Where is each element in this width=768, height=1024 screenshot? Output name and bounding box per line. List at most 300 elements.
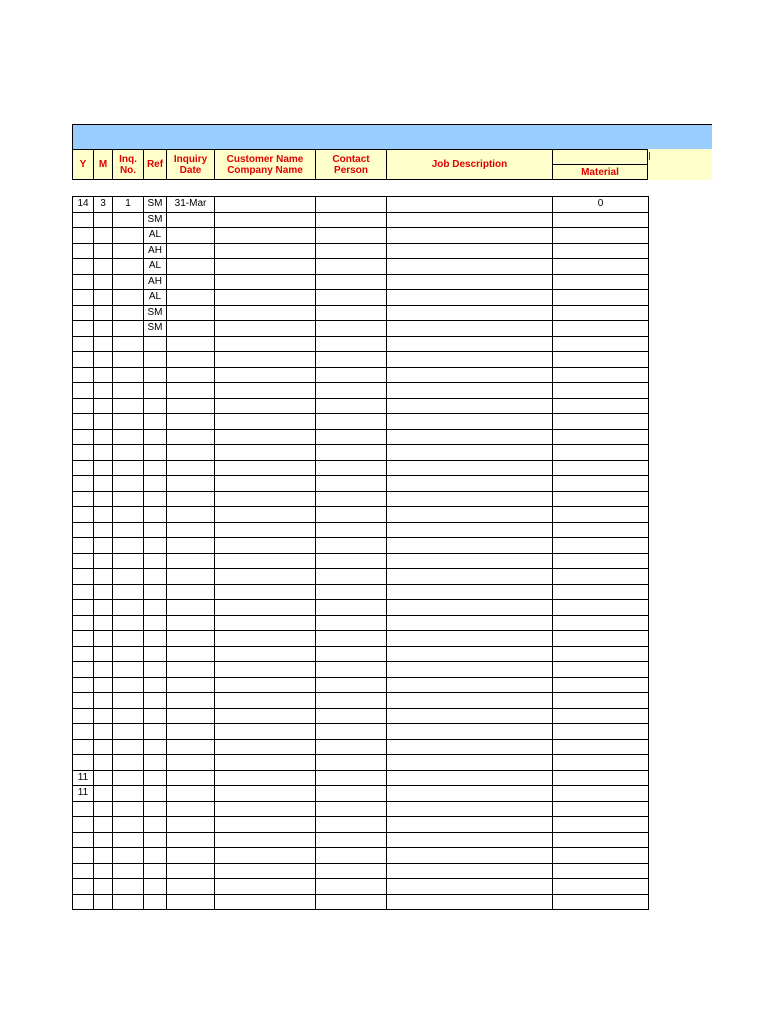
cell-contact[interactable] <box>316 817 387 833</box>
cell-inq[interactable] <box>113 755 144 771</box>
cell-m[interactable] <box>94 538 113 554</box>
cell-material[interactable] <box>553 662 649 678</box>
cell-inq[interactable] <box>113 677 144 693</box>
cell-inq[interactable] <box>113 491 144 507</box>
cell-y[interactable] <box>73 522 94 538</box>
cell-contact[interactable] <box>316 243 387 259</box>
cell-customer[interactable] <box>215 801 316 817</box>
cell-customer[interactable] <box>215 724 316 740</box>
cell-date[interactable] <box>167 274 215 290</box>
cell-job[interactable] <box>387 755 553 771</box>
cell-ref[interactable]: AL <box>144 290 167 306</box>
cell-ref[interactable] <box>144 879 167 895</box>
cell-inq[interactable] <box>113 274 144 290</box>
cell-date[interactable] <box>167 305 215 321</box>
cell-contact[interactable] <box>316 724 387 740</box>
cell-ref[interactable] <box>144 786 167 802</box>
cell-material[interactable] <box>553 259 649 275</box>
cell-inq[interactable] <box>113 429 144 445</box>
cell-date[interactable] <box>167 662 215 678</box>
cell-date[interactable] <box>167 631 215 647</box>
cell-material[interactable] <box>553 569 649 585</box>
cell-contact[interactable] <box>316 321 387 337</box>
cell-job[interactable] <box>387 538 553 554</box>
cell-job[interactable] <box>387 398 553 414</box>
cell-date[interactable] <box>167 352 215 368</box>
cell-date[interactable] <box>167 894 215 910</box>
cell-date[interactable] <box>167 367 215 383</box>
cell-ref[interactable]: SM <box>144 305 167 321</box>
cell-job[interactable] <box>387 708 553 724</box>
cell-date[interactable] <box>167 383 215 399</box>
cell-y[interactable]: 11 <box>73 786 94 802</box>
cell-m[interactable] <box>94 662 113 678</box>
cell-job[interactable] <box>387 460 553 476</box>
cell-inq[interactable] <box>113 879 144 895</box>
cell-m[interactable] <box>94 770 113 786</box>
cell-ref[interactable] <box>144 522 167 538</box>
cell-date[interactable] <box>167 398 215 414</box>
cell-date[interactable] <box>167 584 215 600</box>
cell-contact[interactable] <box>316 801 387 817</box>
cell-material[interactable] <box>553 321 649 337</box>
cell-date[interactable] <box>167 553 215 569</box>
cell-customer[interactable] <box>215 383 316 399</box>
cell-job[interactable] <box>387 786 553 802</box>
cell-customer[interactable] <box>215 274 316 290</box>
cell-m[interactable] <box>94 305 113 321</box>
cell-y[interactable] <box>73 646 94 662</box>
cell-m[interactable] <box>94 600 113 616</box>
cell-inq[interactable] <box>113 476 144 492</box>
cell-customer[interactable] <box>215 770 316 786</box>
cell-inq[interactable] <box>113 786 144 802</box>
cell-date[interactable]: 31-Mar <box>167 197 215 213</box>
cell-job[interactable] <box>387 522 553 538</box>
cell-inq[interactable] <box>113 708 144 724</box>
cell-y[interactable] <box>73 383 94 399</box>
cell-y[interactable] <box>73 569 94 585</box>
cell-date[interactable] <box>167 786 215 802</box>
cell-inq[interactable] <box>113 584 144 600</box>
cell-y[interactable] <box>73 600 94 616</box>
cell-job[interactable] <box>387 584 553 600</box>
cell-contact[interactable] <box>316 491 387 507</box>
cell-m[interactable] <box>94 321 113 337</box>
cell-m[interactable] <box>94 693 113 709</box>
cell-job[interactable] <box>387 863 553 879</box>
cell-customer[interactable] <box>215 476 316 492</box>
cell-inq[interactable] <box>113 739 144 755</box>
cell-inq[interactable] <box>113 770 144 786</box>
cell-inq[interactable] <box>113 522 144 538</box>
cell-job[interactable] <box>387 429 553 445</box>
cell-material[interactable] <box>553 879 649 895</box>
cell-job[interactable] <box>387 367 553 383</box>
cell-date[interactable] <box>167 460 215 476</box>
cell-material[interactable] <box>553 801 649 817</box>
cell-material[interactable] <box>553 429 649 445</box>
cell-customer[interactable] <box>215 522 316 538</box>
cell-m[interactable] <box>94 631 113 647</box>
cell-inq[interactable] <box>113 228 144 244</box>
cell-material[interactable] <box>553 646 649 662</box>
cell-inq[interactable] <box>113 321 144 337</box>
cell-y[interactable]: 14 <box>73 197 94 213</box>
cell-y[interactable] <box>73 755 94 771</box>
cell-inq[interactable] <box>113 894 144 910</box>
cell-customer[interactable] <box>215 197 316 213</box>
cell-m[interactable]: 3 <box>94 197 113 213</box>
cell-job[interactable] <box>387 879 553 895</box>
cell-material[interactable] <box>553 522 649 538</box>
cell-inq[interactable] <box>113 352 144 368</box>
cell-customer[interactable] <box>215 460 316 476</box>
cell-m[interactable] <box>94 817 113 833</box>
cell-m[interactable] <box>94 863 113 879</box>
cell-m[interactable] <box>94 367 113 383</box>
cell-contact[interactable] <box>316 879 387 895</box>
cell-ref[interactable] <box>144 662 167 678</box>
cell-material[interactable] <box>553 290 649 306</box>
cell-date[interactable] <box>167 693 215 709</box>
cell-m[interactable] <box>94 476 113 492</box>
cell-date[interactable] <box>167 228 215 244</box>
cell-contact[interactable] <box>316 863 387 879</box>
cell-ref[interactable] <box>144 848 167 864</box>
cell-customer[interactable] <box>215 553 316 569</box>
cell-m[interactable] <box>94 646 113 662</box>
cell-date[interactable] <box>167 429 215 445</box>
cell-y[interactable] <box>73 352 94 368</box>
cell-m[interactable] <box>94 786 113 802</box>
cell-ref[interactable] <box>144 414 167 430</box>
cell-customer[interactable] <box>215 491 316 507</box>
cell-date[interactable] <box>167 615 215 631</box>
cell-y[interactable] <box>73 398 94 414</box>
cell-material[interactable] <box>553 615 649 631</box>
cell-ref[interactable] <box>144 569 167 585</box>
cell-m[interactable] <box>94 212 113 228</box>
cell-date[interactable] <box>167 848 215 864</box>
cell-y[interactable] <box>73 367 94 383</box>
cell-inq[interactable] <box>113 383 144 399</box>
cell-job[interactable] <box>387 290 553 306</box>
cell-ref[interactable] <box>144 383 167 399</box>
cell-job[interactable] <box>387 770 553 786</box>
cell-material[interactable] <box>553 383 649 399</box>
cell-ref[interactable] <box>144 429 167 445</box>
cell-contact[interactable] <box>316 600 387 616</box>
cell-m[interactable] <box>94 848 113 864</box>
cell-ref[interactable] <box>144 677 167 693</box>
cell-m[interactable] <box>94 398 113 414</box>
cell-m[interactable] <box>94 243 113 259</box>
cell-inq[interactable] <box>113 398 144 414</box>
cell-job[interactable] <box>387 336 553 352</box>
cell-ref[interactable] <box>144 631 167 647</box>
cell-y[interactable] <box>73 801 94 817</box>
cell-job[interactable] <box>387 445 553 461</box>
cell-ref[interactable] <box>144 832 167 848</box>
cell-job[interactable] <box>387 305 553 321</box>
cell-customer[interactable] <box>215 290 316 306</box>
cell-inq[interactable] <box>113 212 144 228</box>
cell-customer[interactable] <box>215 212 316 228</box>
cell-contact[interactable] <box>316 631 387 647</box>
cell-inq[interactable] <box>113 336 144 352</box>
cell-y[interactable] <box>73 739 94 755</box>
cell-contact[interactable] <box>316 662 387 678</box>
cell-inq[interactable] <box>113 445 144 461</box>
cell-y[interactable] <box>73 677 94 693</box>
cell-job[interactable] <box>387 507 553 523</box>
cell-date[interactable] <box>167 538 215 554</box>
cell-m[interactable] <box>94 491 113 507</box>
cell-customer[interactable] <box>215 677 316 693</box>
cell-m[interactable] <box>94 677 113 693</box>
cell-contact[interactable] <box>316 553 387 569</box>
cell-job[interactable] <box>387 274 553 290</box>
cell-material[interactable] <box>553 848 649 864</box>
cell-ref[interactable]: AL <box>144 228 167 244</box>
cell-ref[interactable] <box>144 646 167 662</box>
cell-contact[interactable] <box>316 274 387 290</box>
cell-y[interactable]: 11 <box>73 770 94 786</box>
cell-ref[interactable] <box>144 801 167 817</box>
cell-ref[interactable]: AL <box>144 259 167 275</box>
cell-inq[interactable] <box>113 259 144 275</box>
cell-material[interactable] <box>553 739 649 755</box>
cell-material[interactable] <box>553 584 649 600</box>
cell-y[interactable] <box>73 491 94 507</box>
cell-customer[interactable] <box>215 398 316 414</box>
cell-customer[interactable] <box>215 693 316 709</box>
cell-customer[interactable] <box>215 259 316 275</box>
cell-customer[interactable] <box>215 832 316 848</box>
cell-job[interactable] <box>387 212 553 228</box>
cell-material[interactable] <box>553 553 649 569</box>
cell-inq[interactable] <box>113 832 144 848</box>
cell-date[interactable] <box>167 739 215 755</box>
cell-date[interactable] <box>167 677 215 693</box>
cell-customer[interactable] <box>215 305 316 321</box>
cell-y[interactable] <box>73 274 94 290</box>
cell-contact[interactable] <box>316 336 387 352</box>
cell-m[interactable] <box>94 708 113 724</box>
cell-m[interactable] <box>94 445 113 461</box>
cell-inq[interactable] <box>113 817 144 833</box>
cell-job[interactable] <box>387 600 553 616</box>
cell-y[interactable] <box>73 848 94 864</box>
cell-date[interactable] <box>167 770 215 786</box>
cell-y[interactable] <box>73 243 94 259</box>
cell-m[interactable] <box>94 879 113 895</box>
cell-customer[interactable] <box>215 367 316 383</box>
cell-m[interactable] <box>94 724 113 740</box>
cell-y[interactable] <box>73 414 94 430</box>
cell-material[interactable] <box>553 476 649 492</box>
cell-contact[interactable] <box>316 305 387 321</box>
cell-material[interactable] <box>553 894 649 910</box>
cell-y[interactable] <box>73 832 94 848</box>
cell-inq[interactable] <box>113 290 144 306</box>
cell-job[interactable] <box>387 414 553 430</box>
cell-inq[interactable] <box>113 848 144 864</box>
cell-date[interactable] <box>167 491 215 507</box>
cell-ref[interactable]: SM <box>144 197 167 213</box>
cell-m[interactable] <box>94 801 113 817</box>
cell-y[interactable] <box>73 460 94 476</box>
cell-date[interactable] <box>167 476 215 492</box>
cell-material[interactable] <box>553 414 649 430</box>
cell-contact[interactable] <box>316 615 387 631</box>
cell-material[interactable] <box>553 336 649 352</box>
cell-material[interactable] <box>553 460 649 476</box>
cell-inq[interactable] <box>113 243 144 259</box>
cell-inq[interactable] <box>113 414 144 430</box>
cell-m[interactable] <box>94 832 113 848</box>
cell-contact[interactable] <box>316 429 387 445</box>
cell-inq[interactable] <box>113 460 144 476</box>
cell-ref[interactable] <box>144 445 167 461</box>
cell-ref[interactable] <box>144 708 167 724</box>
cell-contact[interactable] <box>316 770 387 786</box>
cell-contact[interactable] <box>316 414 387 430</box>
cell-customer[interactable] <box>215 445 316 461</box>
cell-inq[interactable] <box>113 569 144 585</box>
cell-m[interactable] <box>94 569 113 585</box>
cell-material[interactable] <box>553 693 649 709</box>
cell-m[interactable] <box>94 414 113 430</box>
cell-contact[interactable] <box>316 832 387 848</box>
cell-date[interactable] <box>167 724 215 740</box>
cell-customer[interactable] <box>215 817 316 833</box>
cell-contact[interactable] <box>316 538 387 554</box>
cell-material[interactable] <box>553 708 649 724</box>
cell-job[interactable] <box>387 662 553 678</box>
cell-y[interactable] <box>73 476 94 492</box>
cell-m[interactable] <box>94 522 113 538</box>
cell-contact[interactable] <box>316 569 387 585</box>
cell-material[interactable] <box>553 817 649 833</box>
cell-inq[interactable] <box>113 507 144 523</box>
cell-ref[interactable]: AH <box>144 274 167 290</box>
cell-material[interactable] <box>553 600 649 616</box>
cell-contact[interactable] <box>316 584 387 600</box>
cell-y[interactable] <box>73 584 94 600</box>
cell-customer[interactable] <box>215 894 316 910</box>
cell-job[interactable] <box>387 894 553 910</box>
cell-material[interactable] <box>553 445 649 461</box>
cell-m[interactable] <box>94 429 113 445</box>
cell-date[interactable] <box>167 755 215 771</box>
cell-contact[interactable] <box>316 212 387 228</box>
cell-material[interactable]: 0 <box>553 197 649 213</box>
cell-material[interactable] <box>553 228 649 244</box>
cell-y[interactable] <box>73 879 94 895</box>
cell-y[interactable] <box>73 817 94 833</box>
cell-y[interactable] <box>73 259 94 275</box>
cell-inq[interactable]: 1 <box>113 197 144 213</box>
cell-y[interactable] <box>73 321 94 337</box>
cell-customer[interactable] <box>215 507 316 523</box>
cell-y[interactable] <box>73 507 94 523</box>
cell-ref[interactable] <box>144 724 167 740</box>
cell-m[interactable] <box>94 290 113 306</box>
cell-m[interactable] <box>94 615 113 631</box>
cell-ref[interactable] <box>144 476 167 492</box>
cell-inq[interactable] <box>113 646 144 662</box>
cell-date[interactable] <box>167 569 215 585</box>
cell-customer[interactable] <box>215 879 316 895</box>
cell-ref[interactable]: SM <box>144 212 167 228</box>
cell-y[interactable] <box>73 863 94 879</box>
cell-date[interactable] <box>167 817 215 833</box>
cell-job[interactable] <box>387 476 553 492</box>
cell-job[interactable] <box>387 197 553 213</box>
cell-contact[interactable] <box>316 460 387 476</box>
cell-ref[interactable] <box>144 817 167 833</box>
cell-job[interactable] <box>387 321 553 337</box>
cell-material[interactable] <box>553 305 649 321</box>
cell-customer[interactable] <box>215 739 316 755</box>
cell-y[interactable] <box>73 290 94 306</box>
cell-contact[interactable] <box>316 352 387 368</box>
cell-ref[interactable] <box>144 755 167 771</box>
cell-y[interactable] <box>73 724 94 740</box>
cell-date[interactable] <box>167 600 215 616</box>
cell-customer[interactable] <box>215 228 316 244</box>
cell-ref[interactable] <box>144 894 167 910</box>
cell-ref[interactable] <box>144 352 167 368</box>
cell-ref[interactable] <box>144 584 167 600</box>
cell-job[interactable] <box>387 553 553 569</box>
cell-inq[interactable] <box>113 538 144 554</box>
cell-contact[interactable] <box>316 894 387 910</box>
cell-date[interactable] <box>167 507 215 523</box>
cell-job[interactable] <box>387 491 553 507</box>
cell-m[interactable] <box>94 352 113 368</box>
cell-material[interactable] <box>553 274 649 290</box>
cell-date[interactable] <box>167 522 215 538</box>
cell-y[interactable] <box>73 538 94 554</box>
cell-m[interactable] <box>94 228 113 244</box>
cell-date[interactable] <box>167 290 215 306</box>
cell-job[interactable] <box>387 631 553 647</box>
cell-ref[interactable] <box>144 398 167 414</box>
cell-material[interactable] <box>553 212 649 228</box>
cell-m[interactable] <box>94 460 113 476</box>
cell-y[interactable] <box>73 305 94 321</box>
cell-material[interactable] <box>553 398 649 414</box>
cell-ref[interactable] <box>144 739 167 755</box>
cell-ref[interactable] <box>144 615 167 631</box>
cell-customer[interactable] <box>215 755 316 771</box>
cell-contact[interactable] <box>316 522 387 538</box>
cell-job[interactable] <box>387 383 553 399</box>
cell-ref[interactable] <box>144 538 167 554</box>
cell-contact[interactable] <box>316 693 387 709</box>
cell-ref[interactable]: AH <box>144 243 167 259</box>
cell-contact[interactable] <box>316 677 387 693</box>
cell-job[interactable] <box>387 693 553 709</box>
cell-material[interactable] <box>553 863 649 879</box>
cell-customer[interactable] <box>215 584 316 600</box>
cell-inq[interactable] <box>113 615 144 631</box>
cell-material[interactable] <box>553 352 649 368</box>
cell-contact[interactable] <box>316 507 387 523</box>
